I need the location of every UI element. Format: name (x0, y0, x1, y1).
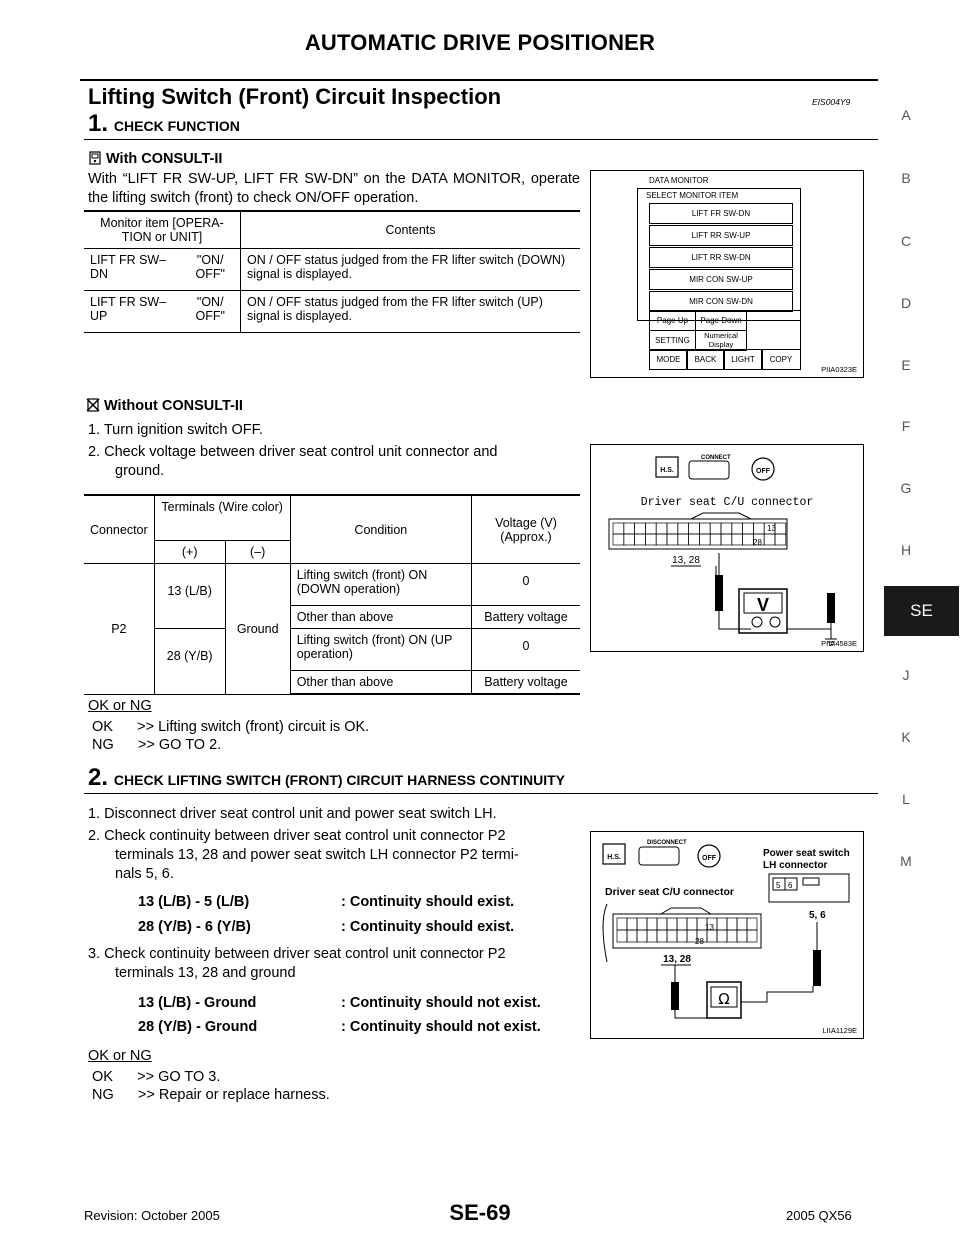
pin28-label: 28 (753, 538, 762, 547)
data-monitor-figure (590, 170, 864, 378)
connector-pin (645, 523, 656, 534)
pin5-label: 5 (776, 881, 781, 890)
step2-ng: NG >> Repair or replace harness. (92, 1087, 330, 1103)
connector-pin (678, 534, 689, 545)
connector-pin (656, 523, 667, 534)
connector-pin (687, 918, 697, 930)
connector-pin (689, 534, 700, 545)
probe-negative (827, 593, 835, 623)
step2-substep-2b: terminals 13, 28 and power seat switch LH connector P2 termi- (115, 847, 519, 863)
connector-pin (732, 523, 743, 534)
connector-pin (678, 523, 689, 534)
continuity-result: : Continuity should exist. (341, 919, 515, 935)
section-ref: EIS004Y9 (812, 97, 851, 107)
step1-substep-2-cont: ground. (115, 463, 165, 479)
monitor-table (84, 210, 580, 333)
vt-condition: Other than above (290, 671, 471, 695)
side-index-g[interactable]: G (900, 480, 912, 496)
connector-pin (667, 534, 678, 545)
connector-pin (689, 523, 700, 534)
connector-pin (737, 930, 747, 942)
vt-h-voltage: Voltage (V) (Approx.) (472, 495, 581, 564)
footer-page-number: SE-69 (449, 1200, 511, 1225)
voltmeter-symbol: V (756, 595, 770, 615)
connector-pin (637, 918, 647, 930)
power-seat-switch-label: Power seat switch (763, 848, 850, 859)
step2-title: CHECK LIFTING SWITCH (FRONT) CIRCUIT HARNESS CONTINUITY (113, 772, 565, 788)
monitor-unit: "ON/ OFF" (180, 291, 240, 333)
side-index-b[interactable]: B (901, 170, 911, 186)
without-consult-label: Without CONSULT-II (86, 397, 243, 416)
vt-terminal: 13 (L/B) (154, 564, 225, 629)
disconnect-plug-icon (639, 847, 679, 865)
monitor-item: LIFT FR SW–DN (84, 249, 180, 291)
connector-figure-2 (590, 831, 864, 1039)
step1-heading (88, 110, 240, 138)
vt-condition: Lifting switch (front) ON (DOWN operation) (290, 564, 471, 606)
dm-item: MIR CON SW-DN (649, 291, 793, 312)
connector-pin (613, 534, 624, 545)
connector-pin (747, 918, 757, 930)
step2-rule (84, 793, 878, 794)
dm-select: SELECT MONITOR ITEM (646, 191, 739, 200)
continuity-result: : Continuity should not exist. (341, 1019, 541, 1035)
connector-caption: Driver seat C/U connector (605, 886, 734, 898)
connector-pin (624, 534, 635, 545)
connector-diagram-2 (591, 832, 863, 1038)
connector-pin (737, 918, 747, 930)
dm-light: LIGHT (723, 349, 763, 370)
step2-substep-2c: nals 5, 6. (115, 866, 174, 882)
vt-terminal: 28 (Y/B) (154, 629, 225, 695)
side-index-j[interactable]: J (902, 667, 910, 683)
dm-copy: COPY (761, 349, 801, 370)
side-index-se[interactable]: SE (884, 586, 959, 636)
voltage-table (84, 494, 580, 695)
step1-rule (84, 139, 878, 140)
vt-h-terminals: Terminals (Wire color) (154, 495, 290, 541)
pin28-label: 28 (695, 937, 704, 946)
side-index-c[interactable]: C (900, 233, 912, 249)
vt-voltage: Battery voltage (472, 606, 581, 629)
pin13-label: 13 (705, 923, 714, 932)
vt-voltage: 0 (472, 629, 581, 671)
hs-label: H.S. (660, 467, 674, 474)
dm-page-up: Page Up (649, 310, 696, 331)
vt-condition: Other than above (290, 606, 471, 629)
continuity-result: : Continuity should exist. (341, 894, 515, 910)
step2-substep-3b: terminals 13, 28 and ground (115, 965, 296, 981)
connector-figure-1 (590, 444, 864, 652)
dm-setting: SETTING (649, 330, 696, 351)
monitor-header-contents: Contents (241, 211, 581, 249)
page-title: AUTOMATIC DRIVE POSITIONER (304, 30, 656, 55)
connect-plug-icon (689, 461, 729, 479)
connector-pin (710, 523, 721, 534)
connector-pin (627, 918, 637, 930)
connector-pin (647, 918, 657, 930)
dm-numerical: Numerical Display (695, 330, 747, 351)
connector-pin (656, 534, 667, 545)
footer-revision: Revision: October 2005 (84, 1208, 220, 1223)
dm-page-down: Page Down (695, 310, 747, 331)
connector-pin (635, 523, 646, 534)
continuity-pair: 28 (Y/B) - 6 (Y/B) (138, 919, 251, 935)
monitor-contents: ON / OFF status judged from the FR lifter switch (DOWN) signal is displayed. (241, 249, 581, 291)
side-index-l[interactable]: L (902, 791, 910, 807)
connector-pin (710, 534, 721, 545)
side-index-m[interactable]: M (900, 853, 912, 869)
connector-pin (667, 918, 677, 930)
connector-pin (775, 523, 786, 534)
dm-back: BACK (686, 349, 725, 370)
connector-latch (691, 513, 751, 519)
pin13-label: 13 (767, 524, 776, 533)
vt-connector: P2 (84, 564, 154, 695)
connect-label: CONNECT (701, 455, 731, 461)
dm-mode: MODE (649, 349, 688, 370)
connector-pin (617, 930, 627, 942)
consult-icon (88, 151, 102, 165)
side-index-k[interactable]: K (901, 729, 911, 745)
connector-pin (657, 930, 667, 942)
connector-pin (647, 930, 657, 942)
step2-heading (88, 764, 565, 792)
step2-ok: OK >> GO TO 3. (92, 1069, 221, 1085)
connector-pin (717, 930, 727, 942)
off-label: OFF (702, 855, 716, 862)
ohmmeter-symbol: Ω (718, 990, 730, 1008)
connector-pin (721, 534, 732, 545)
monitor-contents: ON / OFF status judged from the FR lifter switch (UP) signal is displayed. (241, 291, 581, 333)
terms-label: 13, 28 (663, 954, 691, 965)
vt-h-condition: Condition (290, 495, 471, 564)
step1-number: 1. (88, 110, 109, 137)
vt-condition: Lifting switch (front) ON (UP operation) (290, 629, 471, 671)
section-title: Lifting Switch (Front) Circuit Inspection (88, 84, 502, 109)
terminals-label: 13, 28 (672, 555, 700, 566)
connector-pin (677, 930, 687, 942)
lh-connector-label: LH connector (763, 860, 828, 871)
step1-substep-1: 1. Turn ignition switch OFF. (88, 422, 263, 438)
connector-pin (699, 523, 710, 534)
step1-ok-ng: OK or NG (88, 698, 152, 714)
connector-pin (645, 534, 656, 545)
connector-pin (727, 918, 737, 930)
step1-ok: OK >> Lifting switch (front) circuit is OK. (92, 719, 370, 735)
dm-item: LIFT RR SW-UP (649, 225, 793, 246)
connector-pin (743, 523, 754, 534)
dm-item: MIR CON SW-UP (649, 269, 793, 290)
side-index-h[interactable]: H (900, 542, 912, 558)
connector-pin (637, 930, 647, 942)
continuity-pair: 13 (L/B) - Ground (138, 995, 257, 1011)
vt-voltage: Battery voltage (472, 671, 581, 695)
connector-pin (699, 534, 710, 545)
step2-substep-3: 3. Check continuity between driver seat control unit connector P2 (88, 946, 506, 962)
connector-pin (677, 918, 687, 930)
terms56-label: 5, 6 (809, 910, 826, 921)
connector-pin (753, 523, 764, 534)
step1-title: CHECK FUNCTION (113, 118, 240, 134)
dm-title: DATA MONITOR (649, 176, 709, 185)
no-consult-icon (86, 398, 100, 412)
step1-ng: NG >> GO TO 2. (92, 737, 222, 753)
side-index-a[interactable]: A (901, 107, 911, 123)
monitor-item: LIFT FR SW–UP (84, 291, 180, 333)
side-index-f[interactable]: F (901, 418, 911, 434)
connector-pin (617, 918, 627, 930)
side-index-d[interactable]: D (900, 295, 912, 311)
connector-pin (635, 534, 646, 545)
connector-pin (727, 930, 737, 942)
vt-h-minus: (–) (225, 541, 290, 564)
probe-56 (813, 950, 821, 986)
dm-item: LIFT FR SW-DN (649, 203, 793, 224)
step2-substep-1: 1. Disconnect driver seat control unit and power seat switch LH. (88, 806, 497, 822)
connector-pin (721, 523, 732, 534)
continuity-pair: 13 (L/B) - 5 (L/B) (138, 894, 250, 910)
connector-pin (624, 523, 635, 534)
monitor-unit: "ON/ OFF" (180, 249, 240, 291)
header-rule (80, 79, 878, 81)
vt-h-connector: Connector (84, 495, 154, 564)
fig3-id: LIIA1129E (822, 1026, 857, 1035)
connector-pin (732, 534, 743, 545)
connector-pin (627, 930, 637, 942)
pin-grid (617, 918, 757, 942)
connector-pin (667, 930, 677, 942)
connector-pin (747, 930, 757, 942)
footer-model: 2005 QX56 (786, 1208, 852, 1223)
vt-ground: Ground (225, 564, 290, 695)
fig2-id: PIIA4583E (821, 639, 857, 648)
connector-pin (667, 523, 678, 534)
connector-pin (743, 534, 754, 545)
connector-diagram-1 (591, 445, 863, 651)
with-consult-label: With CONSULT-II (88, 150, 222, 169)
dm-item: LIFT RR SW-DN (649, 247, 793, 268)
step2-number: 2. (88, 764, 109, 791)
vt-voltage: 0 (472, 564, 581, 606)
dm-figure-id: PIIA0323E (821, 365, 857, 374)
connector-pin (657, 918, 667, 930)
connector-pin (717, 918, 727, 930)
connector-pin (764, 534, 775, 545)
continuity-pair: 28 (Y/B) - Ground (138, 1019, 258, 1035)
probe-cu (671, 982, 679, 1010)
off-label: OFF (756, 468, 770, 475)
connector-caption: Driver seat C/U connector (640, 496, 814, 509)
continuity-result: : Continuity should not exist. (341, 995, 541, 1011)
side-index-e[interactable]: E (901, 357, 911, 373)
step1-substep-2: 2. Check voltage between driver seat control unit connector and (88, 444, 498, 460)
pin6-label: 6 (788, 881, 793, 890)
disconnect-label: DISCONNECT (647, 840, 687, 846)
step2-substep-2: 2. Check continuity between driver seat control unit connector P2 (88, 828, 506, 844)
hs-label: H.S. (607, 854, 621, 861)
connector-pin (613, 523, 624, 534)
step2-ok-ng: OK or NG (88, 1048, 152, 1064)
with-consult-text: With “LIFT FR SW-UP, LIFT FR SW-DN” on the DATA MONITOR, operate the lifting switch (front) to check ON/OFF operation. (88, 171, 580, 206)
monitor-header-item: Monitor item [OPERA-TION or UNIT] (84, 211, 241, 249)
probe-positive (715, 575, 723, 611)
vt-h-plus: (+) (154, 541, 225, 564)
connector-pin (775, 534, 786, 545)
